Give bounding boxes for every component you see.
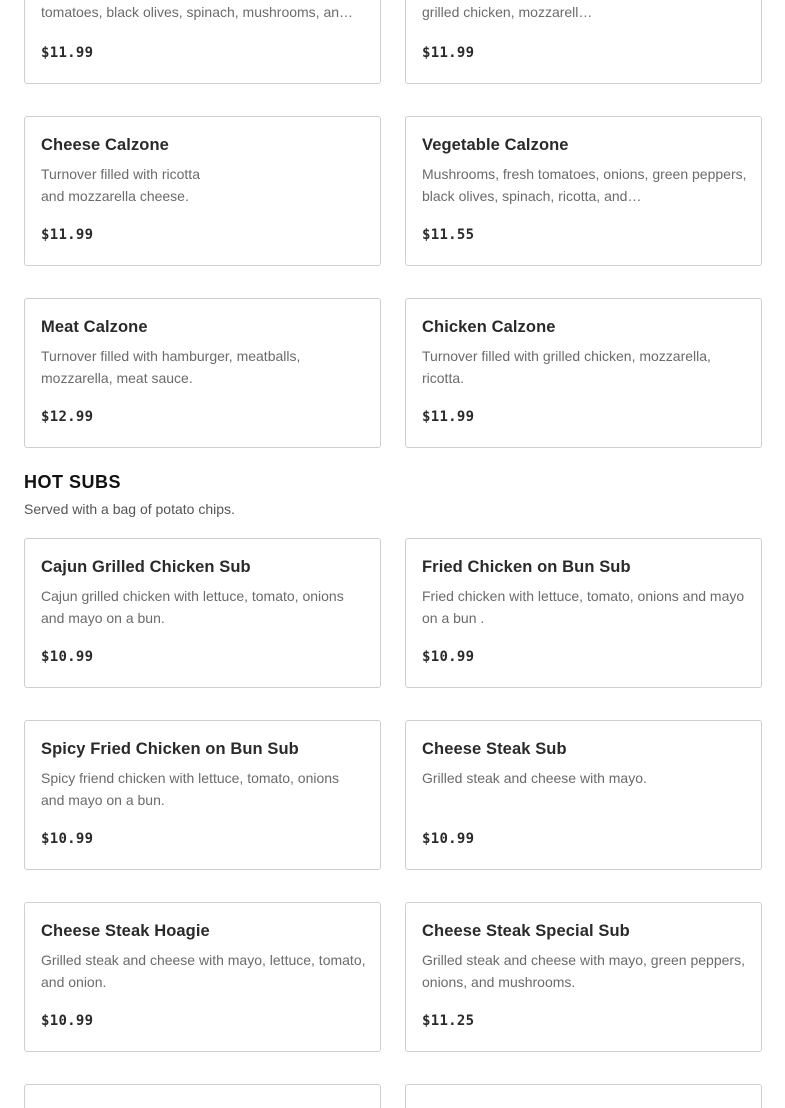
menu-item-card[interactable] [24,116,381,266]
menu-item-card[interactable] [405,298,762,448]
item-description: Grilled steak and cheese with mayo, lettuce, tomato, and onion. [41,952,366,990]
item-title: Chicken Calzone [422,318,556,336]
menu-item-card[interactable] [405,720,762,870]
menu-item-card[interactable] [405,538,762,688]
item-price: $11.25 [422,1013,475,1029]
item-title: Meat Calzone [41,318,148,336]
item-description: Cajun grilled chicken with lettuce, tomato, onions and mayo on a bun. [41,588,344,626]
menu-item-card[interactable] [405,1084,762,1108]
item-title: Fried Chicken on Bun Sub [422,558,631,576]
item-price: $12.99 [41,409,94,425]
item-title: Cheese Steak Special Sub [422,922,630,940]
item-description: Grilled steak and cheese with mayo, green peppers, onions, and mushrooms. [422,952,745,990]
item-price: $11.55 [422,227,475,243]
item-price: $11.99 [41,227,94,243]
item-description: Turnover filled with grilled chicken, mozzarella, ricotta. [422,348,711,386]
item-description: Mushrooms, fresh tomatoes, onions, green peppers, black olives, spinach, ricotta, and… [422,166,747,204]
item-title: Cheese Calzone [41,136,169,154]
item-description: grilled chicken, mozzarell… [422,4,593,20]
item-price: $10.99 [41,649,94,665]
menu-item-card[interactable] [24,902,381,1052]
item-title: Cheese Steak Sub [422,740,567,758]
item-price: $11.99 [41,45,94,61]
item-price: $11.99 [422,45,475,61]
menu-item-card[interactable] [405,0,762,84]
menu-item-card[interactable] [24,538,381,688]
item-price: $10.99 [422,831,475,847]
item-price: $11.99 [422,409,475,425]
section-description: Served with a bag of potato chips. [24,501,235,517]
item-title: Cajun Grilled Chicken Sub [41,558,251,576]
menu-item-card[interactable] [405,116,762,266]
item-description: Fried chicken with lettuce, tomato, onions and mayo on a bun . [422,588,745,626]
item-title: Spicy Fried Chicken on Bun Sub [41,740,299,758]
item-title: Cheese Steak Hoagie [41,922,210,940]
menu-item-card[interactable] [24,0,381,84]
menu-item-card[interactable] [24,298,381,448]
item-price: $10.99 [422,649,475,665]
menu-item-card[interactable] [405,902,762,1052]
item-description: Grilled steak and cheese with mayo. [422,770,647,786]
item-title: Vegetable Calzone [422,136,569,154]
item-description: Turnover filled with ricotta and mozzarella cheese. [41,166,200,204]
item-description: tomatoes, black olives, spinach, mushrooms, an… [41,4,354,20]
menu-item-card[interactable] [24,1084,381,1108]
menu-item-card[interactable] [24,720,381,870]
item-description: Turnover filled with hamburger, meatballs, mozzarella, meat sauce. [41,348,301,386]
item-description: Spicy friend chicken with lettuce, tomato, onions and mayo on a bun. [41,770,340,808]
section-title: HOT SUBS [24,472,122,492]
item-price: $10.99 [41,1013,94,1029]
item-price: $10.99 [41,831,94,847]
